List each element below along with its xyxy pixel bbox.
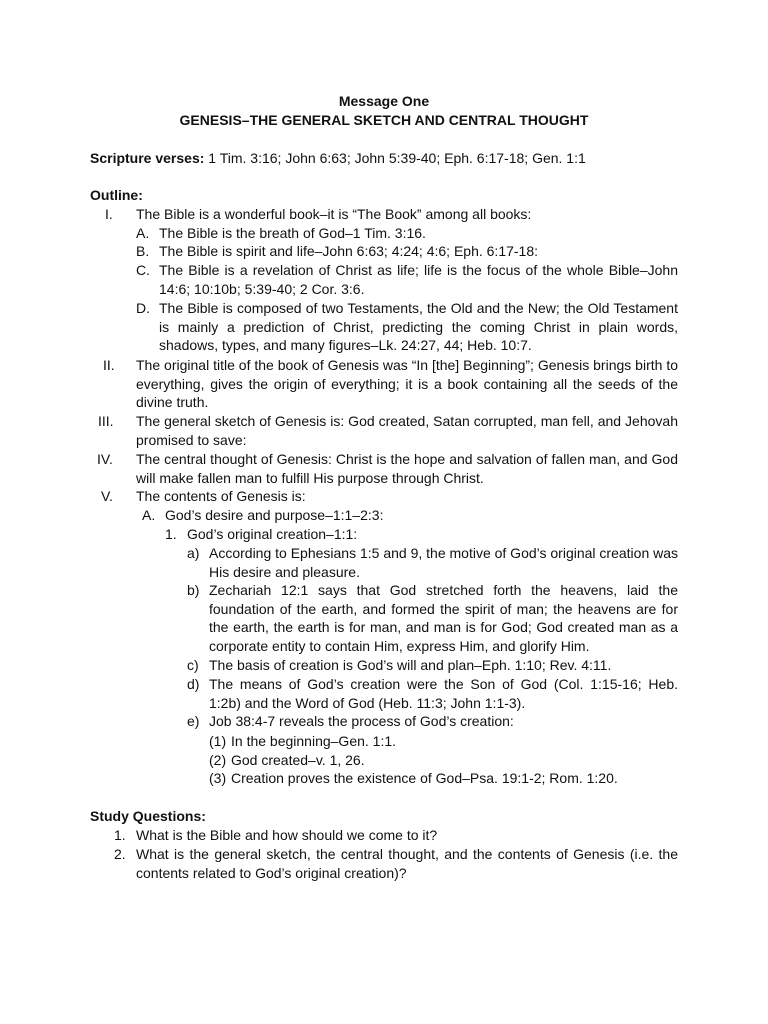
message-subtitle: GENESIS–THE GENERAL SKETCH AND CENTRAL THOUGHT (179, 112, 589, 128)
outline-label: (2) (209, 752, 227, 768)
outline-label: V. (101, 488, 113, 504)
outline-point: The original title of the book of Genesis was “In [the] Beginning”; Genesis brings birth to everything, gives the origin of everything; it is a book containing all the seeds of the divine truth. (136, 357, 678, 411)
study-question: What is the general sketch, the central thought, and the contents of Genesis (i.e. the contents related to God’s original creation)? (136, 846, 678, 881)
scripture-text: 1 Tim. 3:16; John 6:63; John 5:39-40; Eph. 6:17-18; Gen. 1:1 (204, 150, 586, 166)
outline-label: (1) (209, 733, 227, 749)
outline-point: Zechariah 12:1 says that God stretched forth the heavens, laid the foundation of the earth, and formed the spirit of man; the heavens are for the earth, the earth is for man, and man is for God; God created man as a corporate entity to contain Him, express Him, and glorify Him. (209, 582, 678, 655)
study-question: What is the Bible and how should we come to it? (136, 827, 438, 843)
outline-point: Creation proves the existence of God–Psa. 19:1-2; Rom. 1:20. (231, 770, 618, 786)
outline-point: God’s desire and purpose–1:1–2:3: (165, 507, 384, 523)
outline-label: III. (98, 413, 114, 429)
outline-point: The Bible is the breath of God–1 Tim. 3:16. (159, 225, 426, 241)
outline-label: I. (105, 206, 113, 222)
outline-label: c) (187, 657, 199, 673)
outline-label: IV. (97, 451, 113, 467)
outline-label: b) (187, 582, 200, 598)
outline-label: d) (187, 676, 200, 692)
question-number: 2. (114, 846, 126, 862)
scripture-verses (90, 149, 586, 168)
outline-point: The Bible is a wonderful book–it is “The Book” among all books: (136, 206, 532, 222)
outline-point: God’s original creation–1:1: (187, 526, 358, 542)
outline-point: The general sketch of Genesis is: God created, Satan corrupted, man fell, and Jehovah promised to save: (136, 413, 678, 448)
outline-point: The central thought of Genesis: Christ is the hope and salvation of fallen man, and God will make fallen man to fulfill His purpose through Christ. (136, 451, 678, 486)
outline-point: The basis of creation is God’s will and plan–Eph. 1:10; Rev. 4:11. (209, 657, 612, 673)
outline-point: The Bible is spirit and life–John 6:63; 4:24; 4:6; Eph. 6:17-18: (159, 243, 539, 259)
message-title: Message One (338, 93, 430, 109)
outline-label: C. (136, 262, 150, 278)
outline-label: 1. (165, 526, 177, 542)
outline-point: The contents of Genesis is: (136, 488, 306, 504)
outline-point: God created–v. 1, 26. (231, 752, 365, 768)
outline-label: A. (136, 225, 150, 241)
outline-label: e) (187, 713, 200, 729)
outline-point: The Bible is composed of two Testaments, the Old and the New; the Old Testament is mainly a prediction of Christ, predicting the coming Christ in plain words, shadows, types, and many figures–Lk. 24:27, 44; Heb. 10:7. (159, 300, 678, 354)
outline-label: (3) (209, 770, 227, 786)
study-questions-heading: Study Questions: (90, 808, 206, 824)
outline-point: In the beginning–Gen. 1:1. (231, 733, 397, 749)
outline-point: Job 38:4-7 reveals the process of God’s creation: (209, 713, 514, 729)
outline-label: II. (103, 357, 115, 373)
scripture-label: Scripture verses: (90, 150, 205, 166)
outline-heading: Outline: (90, 187, 143, 203)
outline-label: A. (142, 507, 156, 523)
outline-label: a) (187, 545, 200, 561)
question-number: 1. (114, 827, 126, 843)
outline-point: The means of God’s creation were the Son of God (Col. 1:15-16; Heb. 1:2b) and the Word of God (Heb. 11:3; John 1:1-3). (209, 676, 678, 711)
outline-point: The Bible is a revelation of Christ as life; life is the focus of the whole Bible–John 14:6; 10:10b; 5:39-40; 2 Cor. 3:6. (159, 262, 678, 297)
outline-point: According to Ephesians 1:5 and 9, the motive of God’s original creation was His desire and pleasure. (209, 545, 679, 580)
outline-label: D. (136, 300, 150, 316)
outline-label: B. (136, 243, 150, 259)
